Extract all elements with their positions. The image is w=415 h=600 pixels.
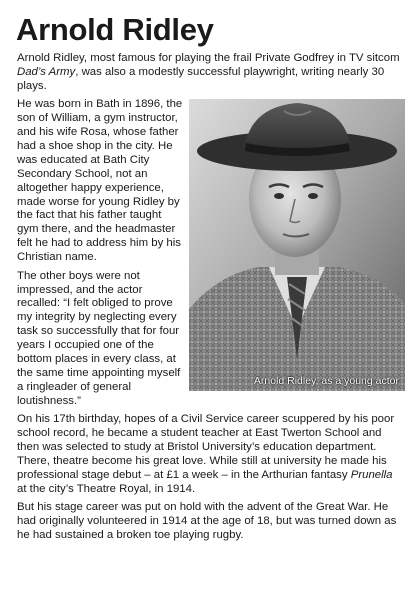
war-paragraph: But his stage career was put on hold with the advent of the Great War. He had originally volunteered in 1914 at the age of 18, but was turned down as he had sustained a broken toe playing rugby. <box>17 501 397 541</box>
play-title: Prunella <box>350 468 393 481</box>
birth-paragraph: He was born in Bath in 1896, the son of William, a gym instructor, and his wife Rosa, whose father had a shoe shop in the city. He was educated at Bath City Secondary School, not an altogether happy experience, made worse for young Ridley by the fact that his father taught gym there, and the headmaster felt he had to address him by his Christian name. <box>17 98 183 264</box>
career-text-before: On his 17th birthday, hopes of a Civil Service career scuppered by his poor school record, he became a student teacher at East Twerton School and then was selected to study at Bristol University’s education department. There, theatre become his great love. While still at university he made his professional stage debut – at £1 a week – in the Arthurian fantasy <box>17 413 395 481</box>
career-text-after: at the city’s Theatre Royal, in 1914. <box>17 482 196 495</box>
career-paragraph <box>17 413 403 496</box>
photo-caption: Arnold Ridley, as a young actor <box>253 375 399 388</box>
portrait-illustration <box>189 99 405 391</box>
quote-paragraph: The other boys were not impressed, and the actor recalled: “I felt obliged to prove my integrity by neglecting every task so successfully that for four years I occupied one of the bottom places in every class, at the same time appointing myself a ringleader of general loutishness.” <box>17 269 181 407</box>
intro-text-after: , was also a modestly successful playwright, writing nearly 30 plays. <box>17 65 385 92</box>
article-title: Arnold Ridley <box>16 12 214 47</box>
intro-text-before: Arnold Ridley, most famous for playing the frail Private Godfrey in TV sitcom <box>17 52 400 64</box>
portrait-photo <box>189 99 405 391</box>
intro-paragraph <box>17 52 403 94</box>
show-title: Dad’s Army <box>17 65 76 78</box>
